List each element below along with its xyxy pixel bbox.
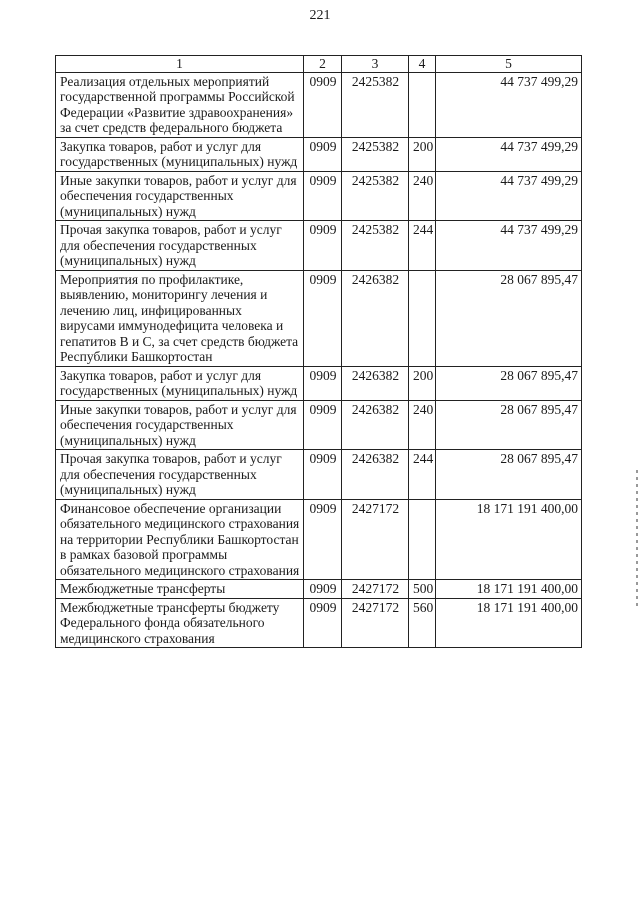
header-col-1: 1: [56, 56, 304, 73]
amount: 18 171 191 400,00: [436, 598, 582, 648]
item-name: Иные закупки товаров, работ и услуг для обеспечения государственных (муниципальных) нужд: [56, 171, 304, 221]
expense-type: 200: [409, 366, 436, 400]
amount: 44 737 499,29: [436, 137, 582, 171]
expense-type: 240: [409, 171, 436, 221]
expense-type: 500: [409, 580, 436, 599]
expense-type: 244: [409, 450, 436, 500]
expense-type: [409, 72, 436, 137]
item-name: Межбюджетные трансферты бюджету Федерального фонда обязательного медицинского страхования: [56, 598, 304, 648]
item-name: Мероприятия по профилактике, выявлению, мониторингу лечения и лечению лиц, инфицированных вирусами иммунодефицита человека и гепатитов B и C, за счет средств бюджета Республики Башкортостан: [56, 270, 304, 366]
scan-edge-mark: [636, 470, 638, 610]
expense-type: 244: [409, 221, 436, 271]
item-name: Прочая закупка товаров, работ и услуг для обеспечения государственных (муниципальных) нужд: [56, 450, 304, 500]
amount: 44 737 499,29: [436, 221, 582, 271]
item-name: Межбюджетные трансферты: [56, 580, 304, 599]
table-row: [56, 137, 582, 171]
table-row: [56, 598, 582, 648]
article-code: 2426382: [342, 270, 409, 366]
amount: 28 067 895,47: [436, 400, 582, 450]
article-code: 2426382: [342, 400, 409, 450]
table-row: [56, 580, 582, 599]
table-row: [56, 450, 582, 500]
section-code: 0909: [304, 366, 342, 400]
page-number: 221: [309, 8, 331, 23]
article-code: 2425382: [342, 171, 409, 221]
article-code: 2425382: [342, 221, 409, 271]
table-row: [56, 366, 582, 400]
budget-table: [55, 55, 582, 648]
amount: 28 067 895,47: [436, 270, 582, 366]
article-code: 2427172: [342, 580, 409, 599]
amount: 28 067 895,47: [436, 450, 582, 500]
expense-type: 560: [409, 598, 436, 648]
table-row: [56, 171, 582, 221]
article-code: 2426382: [342, 450, 409, 500]
section-code: 0909: [304, 137, 342, 171]
section-code: 0909: [304, 598, 342, 648]
section-code: 0909: [304, 221, 342, 271]
table-row: [56, 400, 582, 450]
section-code: 0909: [304, 450, 342, 500]
section-code: 0909: [304, 400, 342, 450]
table-row: [56, 499, 582, 580]
expense-type: 240: [409, 400, 436, 450]
header-col-5: 5: [436, 56, 582, 73]
expense-type: 200: [409, 137, 436, 171]
item-name: Закупка товаров, работ и услуг для государственных (муниципальных) нужд: [56, 137, 304, 171]
item-name: Иные закупки товаров, работ и услуг для обеспечения государственных (муниципальных) нужд: [56, 400, 304, 450]
section-code: 0909: [304, 580, 342, 599]
item-name: Финансовое обеспечение организации обязательного медицинского страхования на территории Республики Башкортостан в рамках базовой программы обязательного медицинского страхования: [56, 499, 304, 580]
section-code: 0909: [304, 72, 342, 137]
table-row: [56, 221, 582, 271]
article-code: 2427172: [342, 598, 409, 648]
article-code: 2425382: [342, 72, 409, 137]
amount: 28 067 895,47: [436, 366, 582, 400]
table-row: [56, 72, 582, 137]
section-code: 0909: [304, 171, 342, 221]
header-col-3: 3: [342, 56, 409, 73]
amount: 18 171 191 400,00: [436, 580, 582, 599]
article-code: 2427172: [342, 499, 409, 580]
item-name: Прочая закупка товаров, работ и услуг для обеспечения государственных (муниципальных) нужд: [56, 221, 304, 271]
expense-type: [409, 270, 436, 366]
amount: 18 171 191 400,00: [436, 499, 582, 580]
section-code: 0909: [304, 499, 342, 580]
section-code: 0909: [304, 270, 342, 366]
item-name: Реализация отдельных мероприятий государственной программы Российской Федерации «Развитие здравоохранения» за счет средств федерального бюджета: [56, 72, 304, 137]
header-col-4: 4: [409, 56, 436, 73]
amount: 44 737 499,29: [436, 72, 582, 137]
amount: 44 737 499,29: [436, 171, 582, 221]
table-row: [56, 270, 582, 366]
table-header-row: [56, 56, 582, 73]
article-code: 2426382: [342, 366, 409, 400]
article-code: 2425382: [342, 137, 409, 171]
expense-type: [409, 499, 436, 580]
item-name: Закупка товаров, работ и услуг для государственных (муниципальных) нужд: [56, 366, 304, 400]
header-col-2: 2: [304, 56, 342, 73]
